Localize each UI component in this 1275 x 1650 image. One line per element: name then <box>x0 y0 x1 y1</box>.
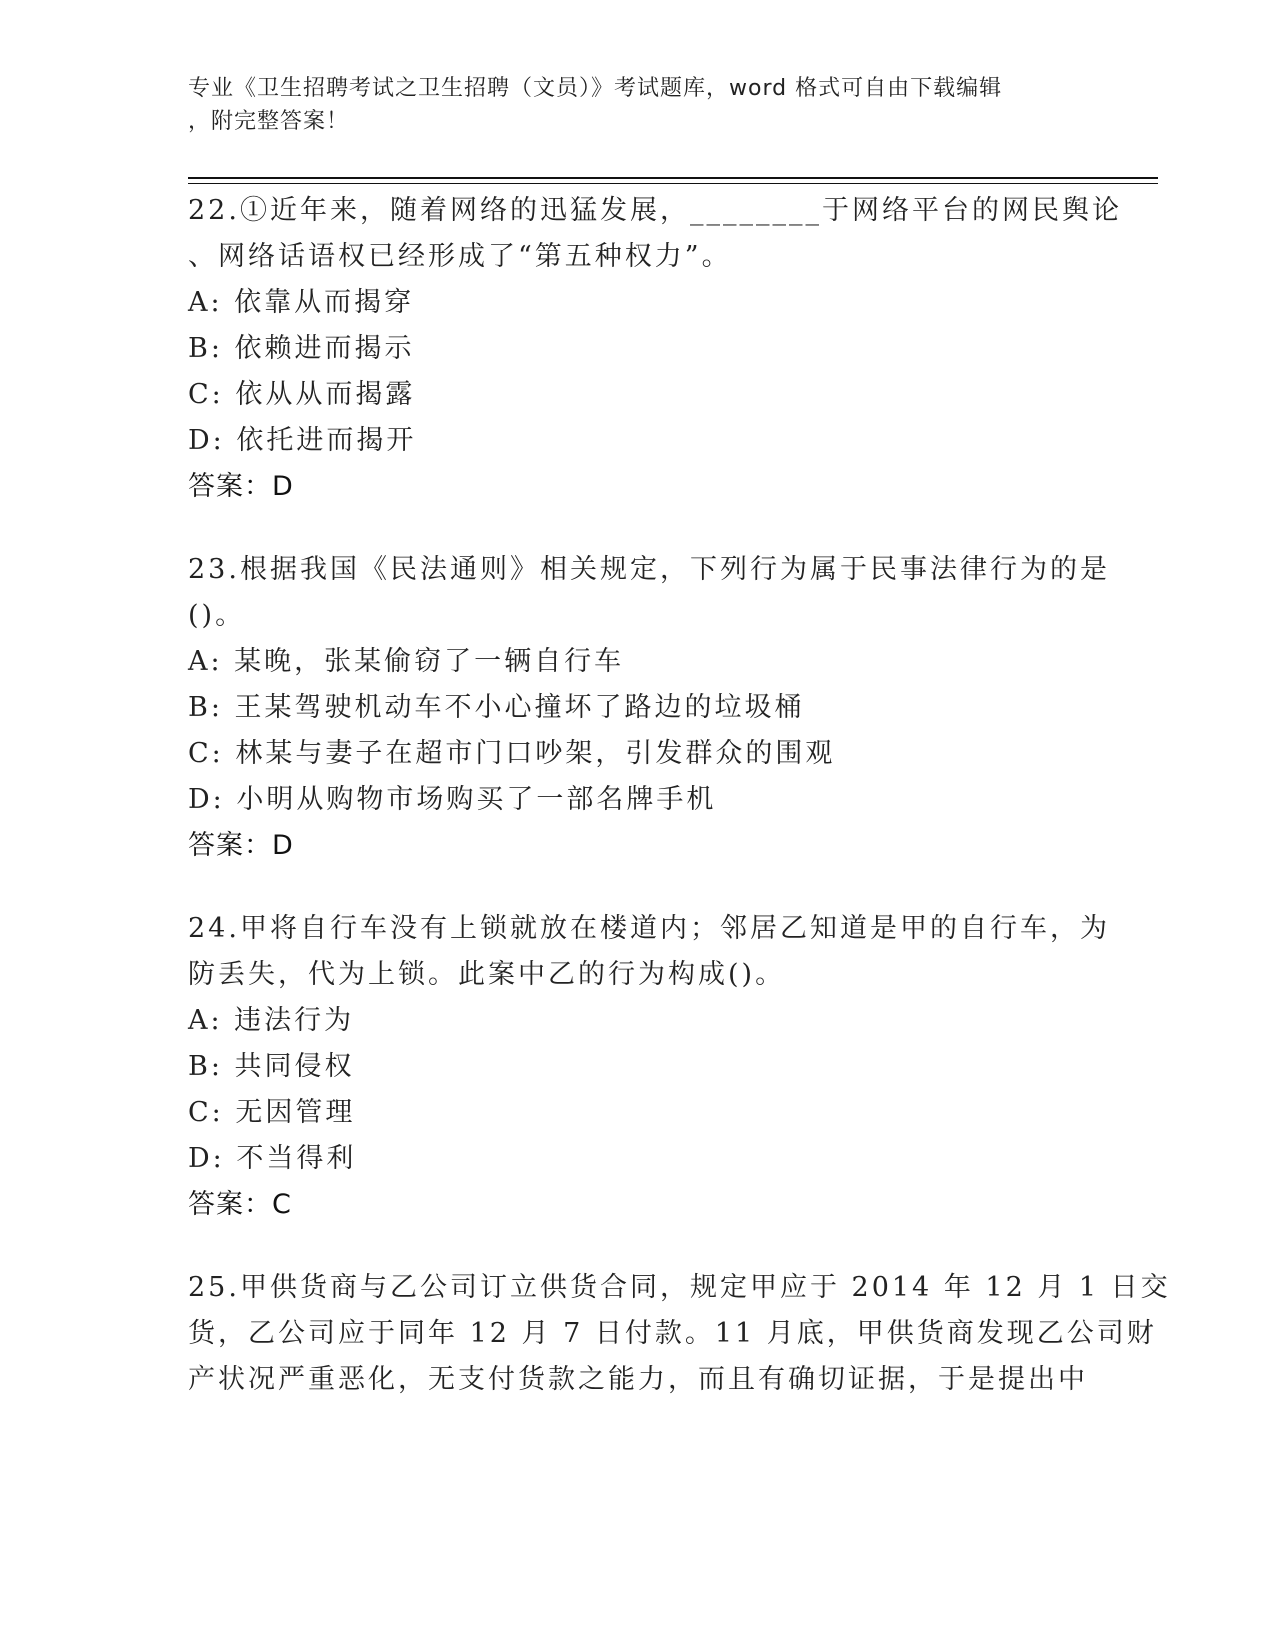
option-d: D: 依托进而揭开 <box>188 425 417 456</box>
header-divider-thin <box>188 183 1158 184</box>
answer-line: 答案：D <box>188 471 294 502</box>
option-a: A: 违法行为 <box>188 1005 355 1036</box>
header-line-1: 专业《卫生招聘考试之卫生招聘（文员）》考试题库，word 格式可自由下载编辑 <box>188 76 1003 101</box>
header-line-2: ，附完整答案！ <box>188 109 350 134</box>
option-c: C: 林某与妻子在超市门口吵架，引发群众的围观 <box>188 738 836 769</box>
option-b: B: 共同侵权 <box>188 1051 355 1082</box>
answer-line: 答案：C <box>188 1189 292 1220</box>
question-stem-line: ()。 <box>188 600 246 631</box>
header-divider-thick <box>188 177 1158 179</box>
option-b: B: 依赖进而揭示 <box>188 333 415 364</box>
option-d: D: 不当得利 <box>188 1143 357 1174</box>
question-stem-line: 24.甲将自行车没有上锁就放在楼道内；邻居乙知道是甲的自行车，为 <box>188 913 1110 944</box>
page-header <box>188 72 1068 138</box>
question-24 <box>188 906 1110 1228</box>
option-c: C: 无因管理 <box>188 1097 356 1128</box>
option-a: A: 某晚，张某偷窃了一辆自行车 <box>188 646 625 677</box>
question-stem-line: 23.根据我国《民法通则》相关规定，下列行为属于民事法律行为的是 <box>188 554 1110 585</box>
option-b: B: 王某驾驶机动车不小心撞坏了路边的垃圾桶 <box>188 692 805 723</box>
question-22 <box>188 188 1122 510</box>
question-25 <box>188 1265 1171 1403</box>
question-stem-line: 25.甲供货商与乙公司订立供货合同，规定甲应于 2014 年 12 月 1 日交 <box>188 1272 1171 1303</box>
option-c: C: 依从从而揭露 <box>188 379 416 410</box>
question-stem-line: 、网络话语权已经形成了“第五种权力”。 <box>188 241 732 272</box>
question-list <box>188 188 1171 1440</box>
answer-line: 答案：D <box>188 830 294 861</box>
option-a: A: 依靠从而揭穿 <box>188 287 415 318</box>
question-23 <box>188 547 1110 869</box>
question-stem-line: 22.①近年来，随着网络的迅猛发展，________于网络平台的网民舆论 <box>188 195 1122 226</box>
question-stem-line: 货，乙公司应于同年 12 月 7 日付款。11 月底，甲供货商发现乙公司财 <box>188 1318 1157 1349</box>
question-stem-line: 防丢失，代为上锁。此案中乙的行为构成()。 <box>188 959 786 990</box>
option-d: D: 小明从购物市场购买了一部名牌手机 <box>188 784 717 815</box>
question-stem-line: 产状况严重恶化，无支付货款之能力，而且有确切证据，于是提出中 <box>188 1364 1088 1395</box>
